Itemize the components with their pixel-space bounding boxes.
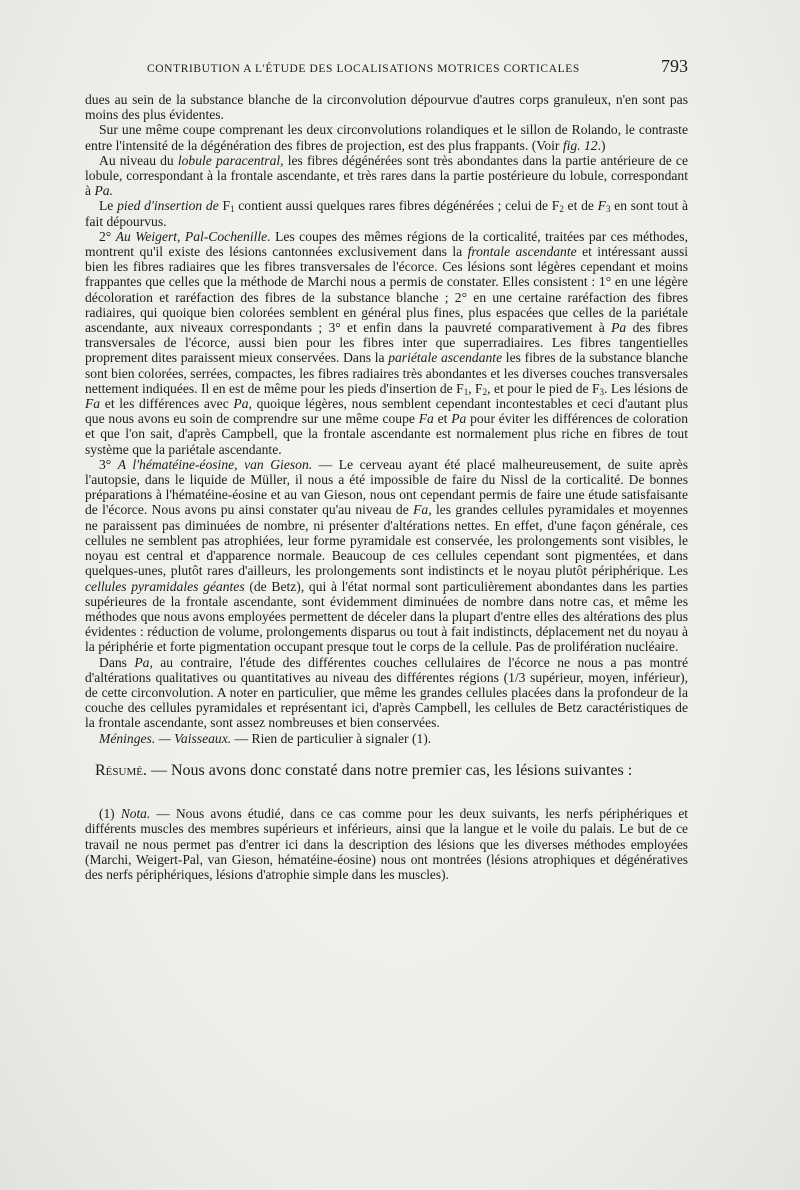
text: les grandes cellules pyramidales et moyennes ne paraissent pas diminuées de nombre, ni présenter d'altérations nettes. En effet, d'une façon générale, ces cellules ne semblent pas atrophiées, leur forme pyramidale est conservée, les prolongements sont visibles, le noyau est central et d'apparence normale. Beaucoup de ces cellules cependant sont pigmentées, et dans quelques-unes, plutôt rares d'ailleurs, les prolongements sont indistincts et le noyau plutôt périphérique. Les [85,502,688,579]
figure-reference: fig. 12 [562,137,598,153]
footnote-number: (1) [99,805,121,821]
text: 2° [99,228,116,244]
subscript: 1 [230,204,235,215]
footnote [85,806,688,883]
text: en sont tout à fait dépourvus. [85,198,688,229]
text: (de Betz), qui à l'état normal sont particulièrement abondantes dans les parties supérieures de la frontale ascendante, sont évidemment diminuées de nombre dans notre cas, et même les méthodes que nous avons employées permettent de déceler dans la plupart d'entre elles des altérations des plus évidentes : réduction de volume, prolongements disparus ou tout à fait indistincts, déplacement net du noyau à la périphérie et forte pigmentation occupant presque tout le corps de la cellule. Pas de prolifération nucléaire. [85,578,689,655]
text: — Nous avons étudié, dans ce cas comme pour les deux suivants, les nerfs périphériques et différents muscles des membres supérieurs et inférieurs, ainsi que la langue et le voile du palais. Le but de ce travail ne nous permet pas d'entrer ici dans la description des lésions que les diverses méthodes employées (Marchi, Weigert-Pal, van Gieson, hématéine-éosine) nous ont montrées (lésions atrophiques et dégénératives des nerfs périphériques, lésions d'atrophie simple dans les muscles). [85,805,688,883]
body-text [85,92,688,780]
paragraph-8 [85,731,688,746]
paragraph-4 [85,198,688,228]
italic-term: Pa. [94,183,113,199]
italic-term: pariétale ascendante [388,350,503,366]
subscript: 2 [482,386,488,397]
text: pour éviter les différences de coloration et que l'on sait, d'après Campbell, que la frontale ascendante est normalement plus riche en fibres de tout système que la pariétale ascendante. [85,411,689,457]
subscript: 2 [559,204,564,215]
italic-term: Pa [611,320,627,336]
italic-term: Pa, [134,654,153,670]
italic-term: Méninges. — Vaisseaux. [99,730,232,746]
text: Au niveau du [99,152,178,168]
italic-term: Pa, [233,396,252,412]
paragraph-1 [85,92,688,122]
subscript: 1 [463,386,469,397]
italic-term: pied d'insertion de [117,198,219,214]
text: les fibres dégénérées sont très abondantes dans la partie antérieure de ce lobule, correspondant à la frontale ascendante, et très rares dans la partie postérieure du lobule, correspondant à [85,152,688,199]
paragraph-6 [85,457,688,655]
text: Dans [99,654,135,670]
text: Le [99,198,118,214]
footnote-paragraph [85,806,688,883]
italic-term: Fa [418,411,434,427]
text: . Les lésions de [604,380,689,396]
italic-term: F [597,198,606,214]
subscript: 3 [605,204,611,215]
italic-term: cellules pyramidales géantes [85,578,245,594]
page-number: 793 [661,56,688,76]
text: au contraire, l'étude des différentes couches cellulaires de l'écorce ne nous a pas montré d'altérations qualitatives ou quantitatives au niveau des différentes régions (1/3 supérieur, moyen, inférieur), de cette circonvolution. A noter en particulier, que même les grandes cellules placées dans la profondeur de la couche des cellules pyramidales et représentant ici, d'après Campbell, les cellules de Betz caractéristiques de la frontale ascendante, sont assez nombreuses et bien conservées. [85,654,688,731]
text: .) [597,137,606,153]
subscript: 3 [599,386,605,397]
text: les fibres de la substance blanche sont bien colorées, serrées, compactes, les fibres radiaires très abondantes et les diverses couches transversales nettement indiquées. Il en est de même pour les pieds d'insertion de F [85,350,689,396]
text: des fibres transversales de l'écorce, aussi bien pour les fibres inter que superradiaires. Les fibres tangentielles proprement dites paraissent mieux conservées. Dans la [85,320,688,366]
text: contient aussi quelques rares fibres dégénérées ; celui de F [234,198,560,214]
resume-paragraph [85,762,688,780]
text: Sur une même coupe comprenant les deux circonvolutions rolandiques et le sillon de Rolando, le contraste entre l'intensité de la dégénération des fibres de projection, est des plus frappants. (Voir [85,122,688,153]
text: et intéressant aussi bien les fibres radiaires que les fibres transversales de l'écorce. Ces lésions sont légères cependant et moins frappantes que celles que la méthode de Marchi nous a permis de constater. Elles consistent : 1° en une légère décoloration et raréfaction des fibres de la substance blanche ; 2° en une certaine raréfaction des fibres radiaires, qui quoique bien colorées semblent en général plus fines, plus espacées que celles de la pariétale ascendante, aux niveaux correspondants ; 3° et enfin dans la pauvreté comparativement à [85,244,689,336]
text: et de [563,198,598,214]
running-head [85,56,688,86]
paragraph-7 [85,655,688,731]
text: quoique légères, nous semblent cependant incontestables et ceci d'autant plus que nous avons eu soin de comprendre sur une même coupe [85,396,688,427]
text: 3° [99,456,118,472]
italic-term: Pa [451,411,467,427]
section-heading: Au Weigert, Pal-Cochenille. [115,228,271,244]
paragraph-2 [85,122,688,152]
text: , et pour le pied de F [487,380,600,396]
text: F [218,198,231,214]
text: — Le cerveau ayant été placé malheureusement, de suite après l'autopsie, dans le liquide de Müller, il nous a été impossible de faire du Nissl de la corticalité. De bonnes préparations à l'hématéine-éosine et au van Gieson, nous ont cependant permis de faire une étude satisfaisante de l'écorce. Nous avons pu ainsi constater qu'au niveau de [85,456,688,518]
text: — Rien de particulier à signaler (1). [231,730,432,746]
paragraph-5 [85,229,688,457]
italic-term: frontale ascendante [467,244,577,260]
text: — Nous avons donc constaté dans notre premier cas, les lésions suivantes : [146,761,633,779]
text: Les coupes des mêmes régions de la corticalité, traitées par ces méthodes, montrent qu'il existe des lésions cantonnées exclusivement dans la [85,228,688,260]
text: dues au sein de la substance blanche de la circonvolution dépourvue d'autres corps granuleux, n'en sont pas moins des plus évidentes. [85,92,688,123]
italic-term: Fa, [413,502,432,518]
section-heading: A l'hématéine-éosine, van Gieson. [117,456,313,472]
text: et [433,411,452,427]
paragraph-3 [85,153,688,199]
text: , F [468,380,483,396]
text: et les différences avec [100,396,234,412]
italic-term: Fa [85,396,101,412]
italic-term: Nota. [120,805,151,821]
running-title: CONTRIBUTION A L'ÉTUDE DES LOCALISATIONS MOTRICES CORTICALES [147,63,580,75]
resume-label: Résumé. [95,761,147,779]
italic-term: lobule paracentral, [177,152,284,168]
